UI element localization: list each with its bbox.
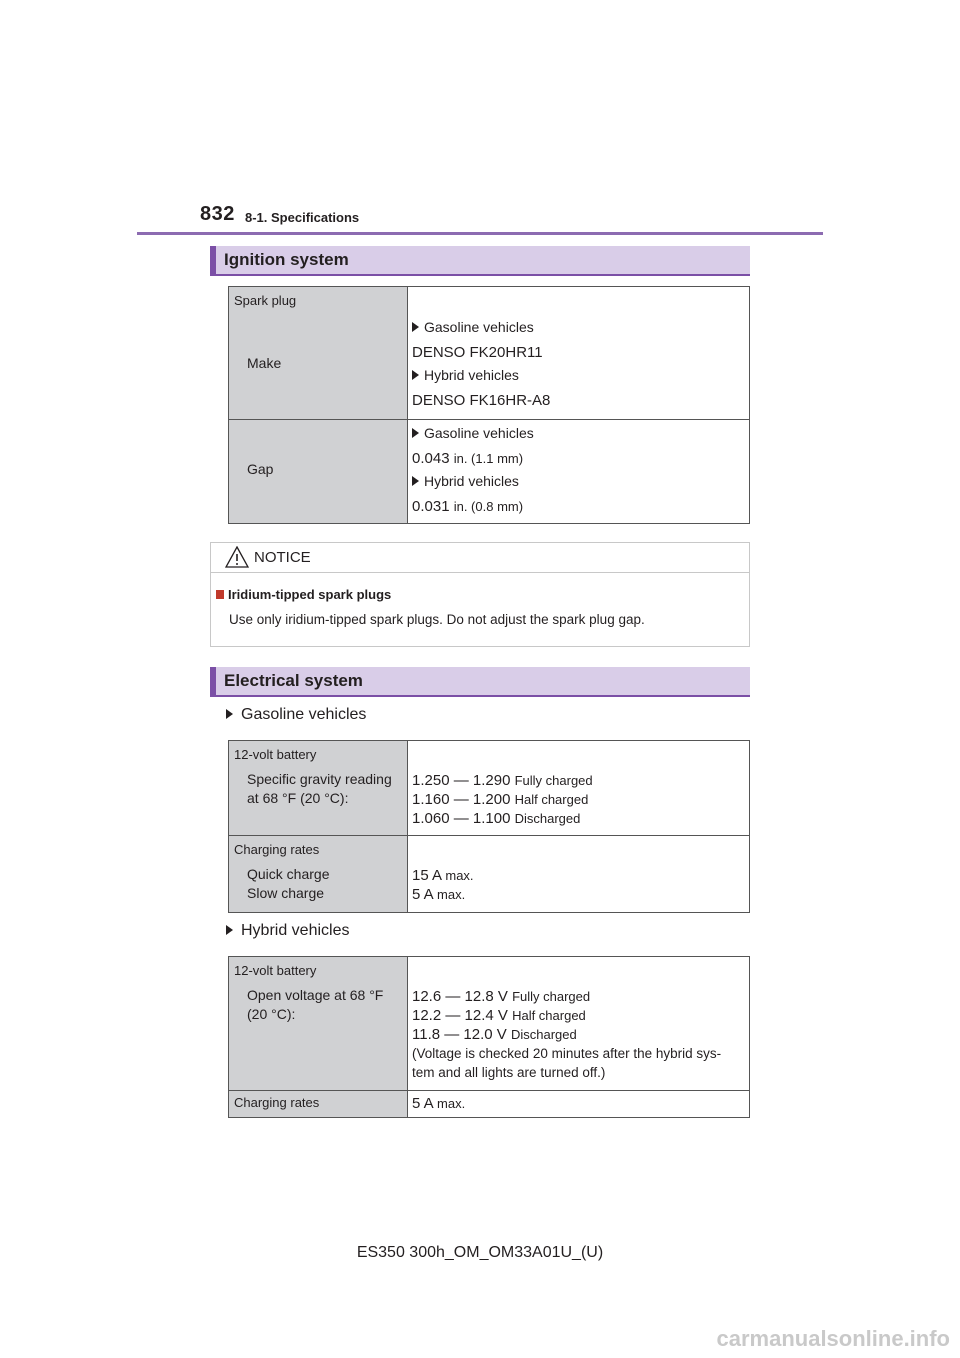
make-hybrid-value: DENSO FK16HR-A8 <box>412 392 551 409</box>
voltage-row-2: 12.2 — 12.4 V Half charged <box>412 1007 586 1024</box>
warning-triangle-icon <box>225 546 249 568</box>
section-title: Electrical system <box>224 671 363 690</box>
voltage-row-1: 12.6 — 12.8 V Fully charged <box>412 988 591 1005</box>
slow-charge-label: Slow charge <box>247 885 325 901</box>
spark-plug-label: Spark plug <box>234 293 297 308</box>
table-row-battery <box>229 957 750 1091</box>
table-row-charging <box>229 1091 750 1118</box>
charging-rates-label: Charging rates <box>234 842 320 857</box>
charging-rate-value: 5 A max. <box>412 1095 466 1112</box>
vehicle-tag-gasoline: Gasoline vehicles <box>408 317 749 337</box>
triangle-bullet-icon <box>412 428 419 438</box>
gasoline-electrical-table <box>228 740 750 913</box>
header-rule <box>137 232 823 235</box>
gravity-row-2: 1.160 — 1.200 Half charged <box>412 791 589 808</box>
square-bullet-icon <box>216 590 224 599</box>
voltage-row-3: 11.8 — 12.0 V Discharged <box>412 1026 577 1043</box>
table-row-charging <box>229 836 750 913</box>
notice-title: NOTICE <box>254 549 311 566</box>
gravity-row-1: 1.250 — 1.290 Fully charged <box>412 772 593 789</box>
triangle-bullet-icon <box>226 925 233 935</box>
table-row-battery <box>229 741 750 836</box>
gap-label: Gap <box>247 461 274 477</box>
triangle-bullet-icon <box>412 322 419 332</box>
triangle-bullet-icon <box>412 370 419 380</box>
section-ignition-system <box>210 246 750 276</box>
make-gasoline-value: DENSO FK20HR11 <box>412 344 543 361</box>
table-row-gap <box>229 420 750 524</box>
charging-rates-label: Charging rates <box>234 1095 320 1110</box>
gravity-row-3: 1.060 — 1.100 Discharged <box>412 810 581 827</box>
watermark: carmanualsonline.info <box>716 1326 950 1351</box>
make-label: Make <box>247 355 282 371</box>
table-row-make <box>229 287 750 420</box>
battery-label: 12-volt battery <box>234 963 317 978</box>
page-number: 832 <box>200 203 235 225</box>
document-id: ES350 300h_OM_OM33A01U_(U) <box>356 1244 604 1261</box>
hybrid-vehicles-heading: Hybrid vehicles <box>226 922 349 940</box>
voltage-note-2: tem and all lights are turned off.) <box>412 1065 606 1080</box>
open-voltage-label: Open voltage at 68 °F (20 °C): <box>247 987 384 1022</box>
gap-gasoline-value: 0.043 in. (1.1 mm) <box>412 450 524 467</box>
battery-label: 12-volt battery <box>234 747 317 762</box>
slow-charge-value: 5 A max. <box>412 886 466 903</box>
section-title: Ignition system <box>224 250 349 269</box>
triangle-bullet-icon <box>412 476 419 486</box>
section-electrical-system <box>210 667 750 697</box>
notice-box <box>210 542 750 647</box>
quick-charge-value: 15 A max. <box>412 867 474 884</box>
gasoline-vehicles-heading: Gasoline vehicles <box>226 706 366 724</box>
vehicle-tag-hybrid: Hybrid vehicles <box>408 471 749 491</box>
vehicle-tag-hybrid: Hybrid vehicles <box>408 365 749 385</box>
notice-body: Use only iridium-tipped spark plugs. Do not adjust the spark plug gap. <box>229 612 645 627</box>
voltage-note-1: (Voltage is checked 20 minutes after the hybrid sys- <box>412 1046 722 1061</box>
gap-hybrid-value: 0.031 in. (0.8 mm) <box>412 498 524 515</box>
gravity-label: Specific gravity reading at 68 °F (20 °C): <box>247 771 392 806</box>
vehicle-tag-gasoline: Gasoline vehicles <box>408 423 749 443</box>
chapter-title: 8-1. Specifications <box>245 210 360 225</box>
quick-charge-label: Quick charge <box>247 866 330 882</box>
notice-subheading: Iridium-tipped spark plugs <box>216 587 391 602</box>
triangle-bullet-icon <box>226 709 233 719</box>
ignition-spec-table <box>228 286 750 524</box>
hybrid-electrical-table <box>228 956 750 1118</box>
